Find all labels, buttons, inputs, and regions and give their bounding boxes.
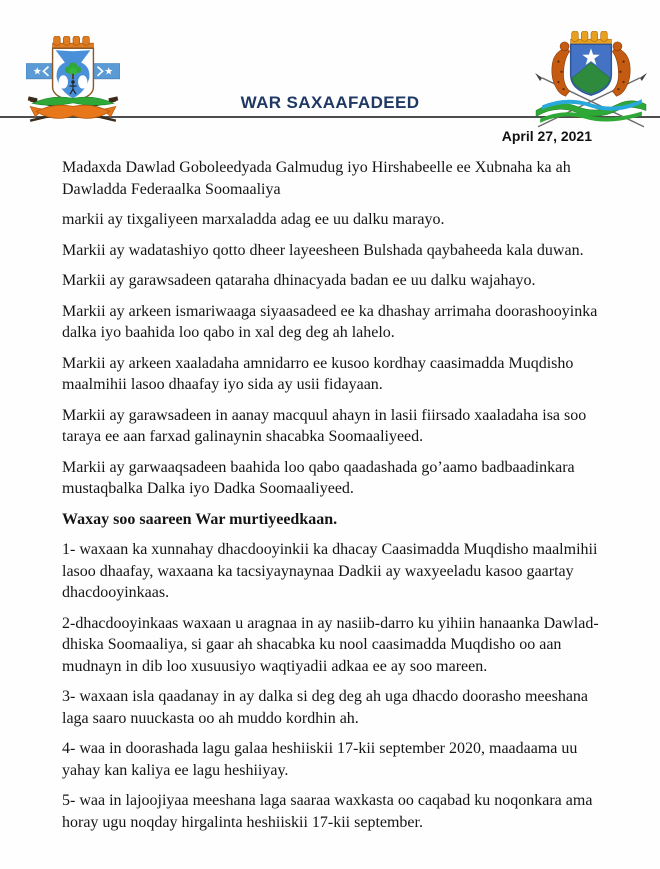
paragraph-point-4: 4- waa in doorashada lagu galaa heshiiskii 17-kii september 2020, maadaama uu yahay kan kaliya ee lagu heshiiyay.	[62, 740, 578, 779]
paragraph-preamble-3: Markii ay garawsadeen qataraha dhinacyada badan ee uu dalku wajahayo.	[62, 272, 536, 289]
galmudug-state-emblem-icon	[26, 36, 120, 135]
paragraph-preamble-6: Markii ay garawsadeen in aanay macquul ahayn in lasii fiirsado xaaladaha isa soo taraya ee aan farxad galinaynin shacabka Soomaaliyeed.	[62, 406, 587, 445]
paragraph-preamble-4: Markii ay arkeen ismariwaaga siyaasadeed ee ka dhashay arrimaha doorashooyinka dalka iyo baahida loo qabo in xal deg deg ah lahelo.	[62, 302, 598, 341]
document-body	[62, 157, 610, 842]
paragraph-preamble-5: Markii ay arkeen xaaladaha amnidarro ee kusoo kordhay caasimadda Muqdisho maalmihii lasoo dhaafay iyo sida ay usii fidayaan.	[62, 354, 574, 393]
paragraph-point-5: 5- waa in lajoojiyaa meeshana laga saaraa waxkasta oo caqabad ku noqonkara ama horay ugu noqday hirgalinta heshiiskii 17-kii september.	[62, 792, 593, 831]
paragraph-preamble-7: Markii ay garwaaqsadeen baahida loo qabo qaadashada go’aamo badbaadinkara mustaqbalka Dalka iyo Dadka Soomaaliyeed.	[62, 458, 575, 497]
paragraph-addressees: Madaxda Dawlad Goboleedyada Galmudug iyo Hirshabeelle ee Xubnaha ka ah Dawladda Federaalka Soomaaliya	[62, 159, 571, 198]
paragraph-point-3: 3- waxaan isla qaadanay in ay dalka si deg deg ah uga dhacdo doorasho meeshana laga saaro nuuckasta oo ah muddo kordhin ah.	[62, 688, 589, 727]
paragraph-preamble-1: markii ay tixgaliyeen marxaladda adag ee uu dalku marayo.	[62, 211, 445, 228]
paragraph-point-2: 2-dhacdooyinkaas waxaan u aragnaa in ay nasiib-darro ku yihiin hanaanka Dawlad-dhiska Soomaaliya, si gaar ah shacabka ku nool caasimadda Muqdisho oo aan mudnayn in dib loo xusuusiyo waqtiyadii adkaa ee ay soo mareen.	[62, 614, 599, 675]
document-date: April 27, 2021	[501, 128, 592, 144]
hirshabelle-state-emblem-icon	[534, 31, 648, 135]
section-heading-declaration: Waxay soo saareen War murtiyeedkaan.	[62, 510, 338, 528]
press-release-title: WAR SAXAAFADEED	[240, 93, 420, 112]
paragraph-preamble-2: Markii ay wadatashiyo qotto dheer layeesheen Bulshada qaybaheeda kala duwan.	[62, 241, 584, 259]
paragraph-point-1: 1- waxaan ka xunnahay dhacdooyinkii ka dhacay Caasimadda Muqdisho maalmihii lasoo dhaafay, waxaana ka tacsiyaynaynaa Dadkii ay waxyeeladu kasoo gaartay dhacdooyinkaas.	[62, 541, 598, 601]
